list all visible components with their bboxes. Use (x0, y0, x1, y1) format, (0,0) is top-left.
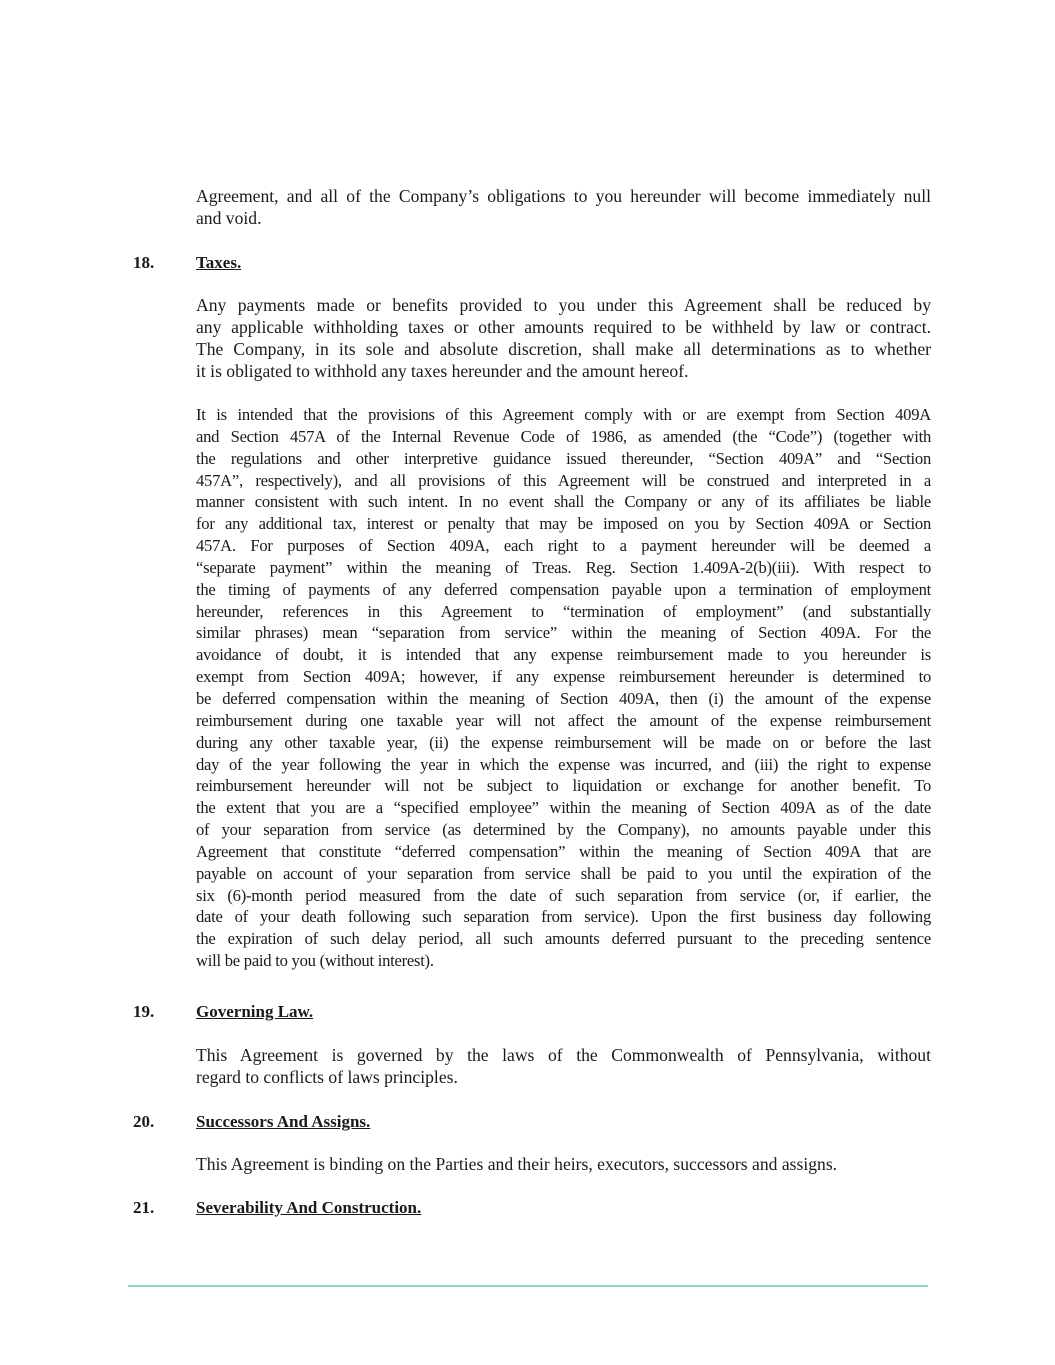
text-line: Any payments made or benefits provided to you under this Agreement shall be reduced by (196, 295, 931, 315)
section-number: 21. (133, 1198, 155, 1217)
text-line: regard to conflicts of laws principles. (196, 1066, 458, 1087)
text-line: The Company, in its sole and absolute discretion, shall make all determinations as to whether (196, 338, 931, 359)
text-line: “separate payment” within the meaning of Treas. Reg. Section 1.409A-2(b)(iii). With respect to (196, 557, 931, 577)
section-heading-severability: Severability And Construction. (196, 1198, 422, 1217)
text-line: Agreement, and all of the Company’s obligations to you hereunder will become immediately null (196, 186, 931, 206)
text-line: of your separation from service (as determined by the Company), no amounts payable under this (196, 820, 931, 840)
text-line: This Agreement is binding on the Parties and their heirs, executors, successors and assigns. (196, 1154, 838, 1174)
text-line: day of the year following the year in which the expense was incurred, and (iii) the right to expense (196, 754, 931, 774)
section-number: 18. (133, 253, 155, 272)
text-line: This Agreement is governed by the laws of the Commonwealth of Pennsylvania, without (196, 1045, 931, 1065)
text-line: it is obligated to withhold any taxes hereunder and the amount hereof. (196, 360, 689, 381)
text-line: reimbursement during one taxable year will not affect the amount of the expense reimbursement (196, 710, 931, 730)
text-line: and Section 457A of the Internal Revenue Code of 1986, as amended (the “Code”) (together with (196, 426, 931, 446)
successors-paragraph (196, 1154, 931, 1176)
text-line: 457A. For purposes of Section 409A, each right to a payment hereunder will be deemed a (196, 536, 931, 556)
text-line: for any additional tax, interest or penalty that may be imposed on you by Section 409A or Section (196, 514, 931, 534)
text-line: any applicable withholding taxes or other amounts required to be withheld by law or contract. (196, 316, 931, 337)
text-line: the expiration of such delay period, all such amounts deferred pursuant to the preceding sentence (196, 929, 931, 949)
text-line: the extent that you are a “specified employee” within the meaning of Section 409A as of the date (196, 798, 931, 818)
text-line: and void. (196, 207, 262, 228)
text-line: during any other taxable year, (ii) the expense reimbursement will be made on or before the last (196, 732, 931, 752)
text-line: avoidance of doubt, it is intended that any expense reimbursement made to you hereunder is (196, 645, 931, 665)
text-line: will be paid to you (without interest). (196, 951, 434, 971)
footer-rule (128, 1285, 928, 1287)
section-heading-taxes: Taxes. (196, 253, 242, 272)
text-line: six (6)-month period measured from the date of such separation from service (or, if earlier, the (196, 885, 931, 905)
text-line: It is intended that the provisions of this Agreement comply with or are exempt from Section 409A (196, 405, 931, 424)
text-line: be deferred compensation within the meaning of Section 409A, then (i) the amount of the expense (196, 688, 931, 708)
text-line: exempt from Section 409A; however, if any expense reimbursement hereunder is determined to (196, 667, 931, 687)
text-line: Agreement that constitute “deferred compensation” within the meaning of Section 409A that are (196, 841, 931, 861)
taxes-paragraph-2 (196, 404, 931, 972)
text-line: reimbursement hereunder will not be subject to liquidation or exchange for another benefit. To (196, 776, 931, 796)
text-line: 457A”, respectively), and all provisions of this Agreement will be construed and interpreted in a (196, 470, 931, 490)
text-line: payable on account of your separation from service shall be paid to you until the expiration of the (196, 863, 931, 883)
continuation-paragraph (196, 186, 931, 230)
taxes-paragraph-1 (196, 295, 931, 382)
section-heading-governing-law: Governing Law. (196, 1002, 314, 1021)
text-line: hereunder, references in this Agreement to “termination of employment” (and substantially (196, 601, 931, 621)
governing-law-paragraph (196, 1045, 931, 1089)
text-line: the regulations and other interpretive guidance issued thereunder, “Section 409A” and “Section (196, 448, 931, 468)
section-heading-successors: Successors And Assigns. (196, 1112, 371, 1131)
section-number: 19. (133, 1002, 155, 1021)
text-line: manner consistent with such intent. In no event shall the Company or any of its affiliates be liable (196, 492, 931, 512)
section-number: 20. (133, 1112, 155, 1131)
text-line: similar phrases) mean “separation from service” within the meaning of Section 409A. For the (196, 623, 931, 643)
text-line: date of your death following such separation from service). Upon the first business day following (196, 907, 931, 927)
text-line: the timing of payments of any deferred compensation payable upon a termination of employment (196, 579, 931, 599)
